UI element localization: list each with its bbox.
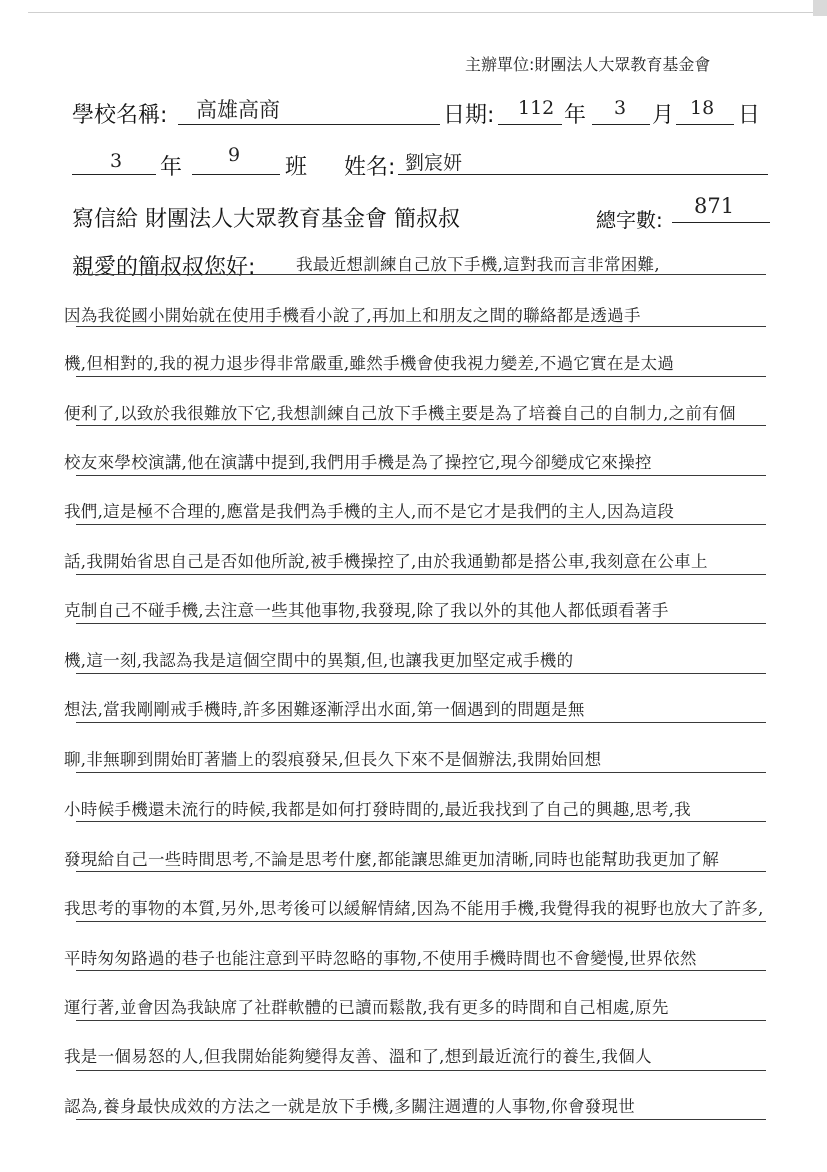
word-count-value: 871 bbox=[694, 194, 735, 218]
date-month: 3 bbox=[614, 97, 627, 119]
ruled-line bbox=[76, 524, 766, 525]
ruled-line bbox=[76, 425, 766, 426]
grade-underline bbox=[72, 174, 156, 175]
school-underline bbox=[178, 124, 440, 125]
year-unit: 年 bbox=[564, 103, 587, 128]
date-label: 日期: bbox=[443, 103, 495, 128]
letter-recipient: 寫信給 財團法人大眾教育基金會 簡叔叔 bbox=[72, 207, 460, 232]
date-year: 112 bbox=[518, 97, 555, 119]
ruled-line bbox=[76, 1020, 766, 1021]
ruled-line bbox=[76, 673, 766, 674]
ruled-line bbox=[76, 772, 766, 773]
year-underline bbox=[498, 124, 562, 125]
top-border bbox=[28, 0, 818, 13]
ruled-line bbox=[76, 326, 766, 327]
body-line-7: 話,我開始省思自己是否如他所說,被手機操控了,由於我通勤都是搭公車,我刻意在公車上 bbox=[64, 552, 708, 571]
name-underline bbox=[398, 174, 768, 175]
body-line-5: 校友來學校演講,他在演講中提到,我們用手機是為了操控它,現今卻變成它來操控 bbox=[64, 453, 652, 472]
body-line-8: 克制自己不碰手機,去注意一些其他事物,我發現,除了我以外的其他人都低頭看著手 bbox=[64, 601, 669, 620]
body-line-6: 我們,這是極不合理的,應當是我們為手機的主人,而不是它才是我們的主人,因為這段 bbox=[64, 502, 675, 521]
ruled-line bbox=[76, 921, 766, 922]
class-value: 9 bbox=[228, 144, 241, 166]
ruled-line bbox=[76, 623, 766, 624]
month-underline bbox=[592, 124, 650, 125]
corner-mark bbox=[813, 0, 827, 16]
ruled-line bbox=[76, 871, 766, 872]
body-line-3: 機,但相對的,我的視力退步得非常嚴重,雖然手機會使我視力變差,不過它實在是太過 bbox=[64, 354, 675, 373]
school-value: 高雄高商 bbox=[196, 98, 280, 122]
day-underline bbox=[676, 124, 734, 125]
ruled-line bbox=[76, 821, 766, 822]
school-label: 學校名稱: bbox=[72, 103, 168, 128]
body-line-17: 我是一個易怒的人,但我開始能夠變得友善、溫和了,想到最近流行的養生,我個人 bbox=[64, 1047, 652, 1066]
body-line-14: 我思考的事物的本質,另外,思考後可以緩解情緒,因為不能用手機,我覺得我的視野也放大了許多, bbox=[64, 899, 764, 918]
ruled-line bbox=[76, 574, 766, 575]
body-line-11: 聊,非無聊到開始盯著牆上的裂痕發呆,但長久下來不是個辦法,我開始回想 bbox=[64, 750, 602, 769]
ruled-line bbox=[76, 376, 766, 377]
body-line-1: 我最近想訓練自己放下手機,這對我而言非常困難, bbox=[296, 255, 660, 274]
word-count-underline bbox=[672, 222, 770, 223]
grade-value: 3 bbox=[110, 150, 123, 172]
ruled-line bbox=[76, 1119, 766, 1120]
class-underline bbox=[192, 174, 280, 175]
word-count-label: 總字數: bbox=[596, 208, 663, 232]
body-line-9: 機,這一刻,我認為我是這個空間中的異類,但,也讓我更加堅定戒手機的 bbox=[64, 651, 574, 670]
body-line-12: 小時候手機還未流行的時候,我都是如何打發時間的,最近我找到了自己的興趣,思考,我 bbox=[64, 800, 691, 819]
ruled-line bbox=[76, 722, 766, 723]
ruled-line bbox=[76, 970, 766, 971]
name-label: 姓名: bbox=[344, 155, 396, 180]
ruled-line bbox=[76, 475, 766, 476]
body-line-13: 發現給自己一些時間思考,不論是思考什麼,都能讓思維更加清晰,同時也能幫助我更加了解 bbox=[64, 850, 720, 869]
grade-unit: 年 bbox=[160, 155, 183, 180]
body-line-10: 想法,當我剛剛戒手機時,許多困難逐漸浮出水面,第一個遇到的問題是無 bbox=[64, 700, 585, 719]
ruled-line bbox=[76, 1070, 766, 1071]
class-unit: 班 bbox=[285, 155, 308, 180]
body-line-18: 認為,養身最快成效的方法之一就是放下手機,多關注週遭的人事物,你會發現世 bbox=[64, 1097, 636, 1116]
organizer: 主辦單位:財團法人大眾教育基金會 bbox=[465, 55, 711, 74]
name-value: 劉宸妍 bbox=[405, 152, 463, 174]
body-line-2: 因為我從國小開始就在使用手機看小說了,再加上和朋友之間的聯絡都是透過手 bbox=[64, 306, 641, 325]
body-line-4: 便利了,以致於我很難放下它,我想訓練自己放下手機主要是為了培養自己的自制力,之前有個 bbox=[64, 404, 736, 423]
day-unit: 日 bbox=[738, 103, 761, 128]
month-unit: 月 bbox=[652, 103, 675, 128]
body-line-16: 運行著,並會因為我缺席了社群軟體的已讀而鬆散,我有更多的時間和自己相處,原先 bbox=[64, 998, 669, 1017]
ruled-line bbox=[76, 274, 766, 275]
body-line-15: 平時匆匆路過的巷子也能注意到平時忽略的事物,不使用手機時間也不會變慢,世界依然 bbox=[64, 949, 697, 968]
date-day: 18 bbox=[690, 97, 715, 119]
greeting: 親愛的簡叔叔您好: bbox=[72, 255, 256, 280]
